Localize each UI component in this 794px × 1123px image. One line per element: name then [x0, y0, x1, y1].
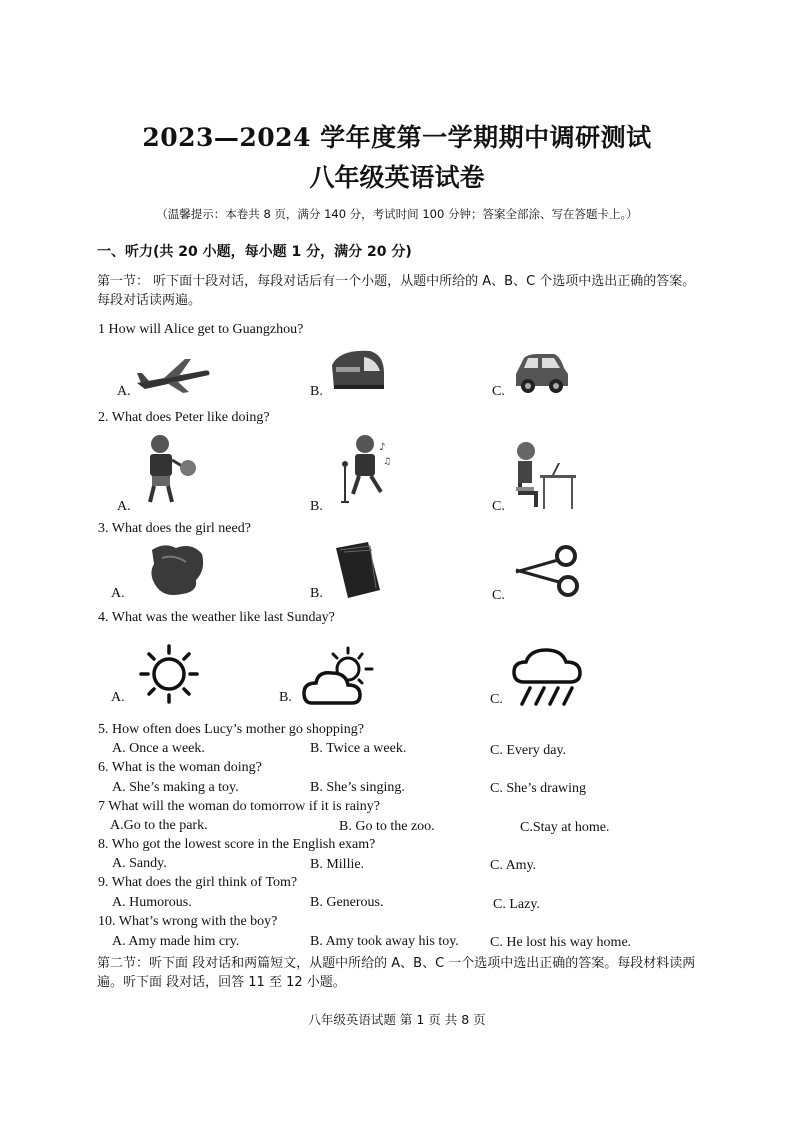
q8-option-c: C. Amy.	[490, 858, 537, 873]
section-heading: 一、听力(共 20 小题，每小题 1 分，满分 20 分)	[97, 244, 412, 260]
question-8: 8. Who got the lowest score in the English exam?	[98, 837, 376, 852]
exam-subtitle: 八年级英语试卷	[309, 163, 485, 192]
q7-option-a: A.Go to the park.	[110, 818, 208, 833]
part2-instructions: 第二节：听下面 段对话和两篇短文，从题中所给的 A、B、C 一个选项中选出正确的答案。每段材料读两遍。听下面 段对话，回答 11 至 12 小题。	[97, 956, 696, 990]
boy-basketball-icon	[138, 432, 200, 508]
q3-option-c: C.	[492, 588, 505, 603]
exam-tip: （温馨提示：本卷共 8 页，满分 140 分，考试时间 100 分钟；答案全部涂、写在答题卡上。）	[156, 207, 638, 221]
boy-singing-icon	[335, 432, 393, 506]
q4-option-c: C.	[490, 692, 503, 707]
train-icon	[330, 345, 386, 395]
page-footer: 八年级英语试题 第 1 页 共 8 页	[308, 1012, 486, 1027]
svg-text:♪: ♪	[379, 442, 386, 453]
q7-option-b: B. Go to the zoo.	[339, 819, 435, 834]
q3-option-a: A.	[111, 586, 125, 601]
q1-option-c: C.	[492, 384, 505, 399]
rain-icon	[512, 646, 584, 708]
cloth-icon	[146, 540, 208, 598]
exam-title: 2023—2024 学年度第一学期期中调研测试	[142, 123, 652, 152]
question-4: 4. What was the weather like last Sunday?	[98, 610, 335, 625]
q10-option-c: C. He lost his way home.	[490, 935, 632, 950]
q9-option-b: B. Generous.	[310, 895, 384, 910]
paper-icon	[332, 540, 384, 600]
question-7: 7 What will the woman do tomorrow if it is rainy?	[98, 799, 381, 814]
q9-option-c: C. Lazy.	[493, 897, 540, 912]
q6-option-a: A. She’s making a toy.	[112, 780, 239, 795]
q5-option-a: A. Once a week.	[112, 741, 205, 756]
q7-option-c: C.Stay at home.	[520, 820, 610, 835]
question-10: 10. What’s wrong with the boy?	[98, 914, 278, 929]
q8-option-a: A. Sandy.	[112, 856, 167, 871]
car-icon	[512, 348, 570, 396]
q5-option-b: B. Twice a week.	[310, 741, 407, 756]
question-5: 5. How often does Lucy’s mother go shopping?	[98, 722, 364, 737]
scissors-icon	[512, 544, 582, 600]
q6-option-b: B. She’s singing.	[310, 780, 405, 795]
q8-option-b: B. Millie.	[310, 857, 365, 872]
q4-option-b: B.	[279, 690, 292, 705]
q10-option-b: B. Amy took away his toy.	[310, 934, 459, 949]
sun-icon	[136, 643, 202, 705]
q4-option-a: A.	[111, 690, 125, 705]
question-1: 1 How will Alice get to Guangzhou?	[98, 322, 304, 337]
q1-option-b: B.	[310, 384, 323, 399]
q1-option-a: A.	[117, 384, 131, 399]
q3-option-b: B.	[310, 586, 323, 601]
q6-option-c: C. She’s drawing	[490, 781, 587, 796]
q10-option-a: A. Amy made him cry.	[112, 934, 240, 949]
question-3: 3. What does the girl need?	[98, 521, 251, 536]
part1-instructions: 第一节： 听下面十段对话，每段对话后有一个小题，从题中所给的 A、B、C 个选项中选出正确的答案。每段对话读两遍。	[97, 274, 696, 308]
question-9: 9. What does the girl think of Tom?	[98, 875, 298, 890]
question-2: 2. What does Peter like doing?	[98, 410, 270, 425]
q5-option-c: C. Every day.	[490, 743, 567, 758]
q2-option-b: B.	[310, 499, 323, 514]
q2-option-a: A.	[117, 499, 131, 514]
q9-option-a: A. Humorous.	[112, 895, 192, 910]
question-6: 6. What is the woman doing?	[98, 760, 262, 775]
partly-cloudy-icon	[302, 645, 376, 707]
svg-text:♫: ♫	[383, 457, 392, 467]
airplane-icon	[133, 345, 213, 397]
boy-computer-icon	[512, 437, 580, 511]
q2-option-c: C.	[492, 499, 505, 514]
